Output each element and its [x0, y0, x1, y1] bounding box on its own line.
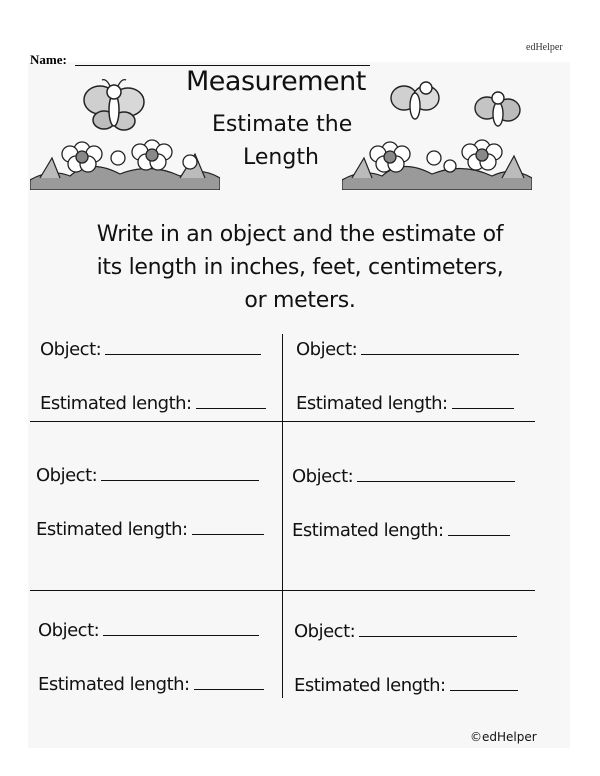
name-label: Name:: [30, 52, 67, 67]
estimated-length-label: Estimated length:: [294, 675, 446, 696]
estimated-length-label: Estimated length:: [36, 519, 188, 540]
instructions: [30, 218, 570, 317]
estimated-length-answer-line[interactable]: [450, 676, 518, 691]
name-field[interactable]: [75, 52, 370, 66]
object-answer-line[interactable]: [357, 467, 515, 482]
instructions-line-3: or meters.: [244, 288, 356, 313]
brand-label: edHelper: [526, 42, 563, 53]
flower-bed-right-icon: [342, 128, 532, 190]
flower-bed-left-icon: [30, 128, 220, 190]
subtitle-line-1: Estimate the: [212, 112, 353, 137]
butterfly-icon: [472, 88, 524, 132]
object-label: Object:: [296, 339, 358, 360]
estimated-length-answer-line[interactable]: [194, 675, 264, 690]
estimated-length-answer-line[interactable]: [452, 394, 514, 409]
instructions-line-2: its length in inches, feet, centimeters,: [96, 255, 504, 280]
estimated-length-field[interactable]: [40, 393, 266, 414]
object-label: Object:: [292, 466, 354, 487]
object-field[interactable]: [292, 466, 515, 487]
object-label: Object:: [38, 620, 100, 641]
estimated-length-field[interactable]: [294, 675, 518, 696]
object-answer-line[interactable]: [359, 622, 517, 637]
estimated-length-label: Estimated length:: [292, 520, 444, 541]
object-answer-line[interactable]: [103, 621, 259, 636]
butterfly-icon: [388, 78, 444, 124]
estimated-length-field[interactable]: [36, 519, 264, 540]
estimated-length-label: Estimated length:: [38, 674, 190, 695]
object-field[interactable]: [36, 465, 259, 486]
object-answer-line[interactable]: [101, 466, 259, 481]
object-label: Object:: [294, 621, 356, 642]
estimated-length-field[interactable]: [296, 393, 514, 414]
copyright-footer: ©edHelper: [470, 730, 537, 744]
estimated-length-field[interactable]: [292, 520, 510, 541]
estimated-length-label: Estimated length:: [296, 393, 448, 414]
grid-vertical-divider: [282, 334, 283, 698]
grid-horizontal-divider: [30, 421, 535, 422]
estimated-length-field[interactable]: [38, 674, 264, 695]
object-field[interactable]: [296, 339, 519, 360]
object-answer-line[interactable]: [361, 340, 519, 355]
estimated-length-answer-line[interactable]: [448, 521, 510, 536]
subtitle-line-2: Length: [243, 145, 319, 170]
estimated-length-answer-line[interactable]: [192, 520, 264, 535]
object-label: Object:: [36, 465, 98, 486]
estimated-length-answer-line[interactable]: [196, 394, 266, 409]
grid-horizontal-divider: [30, 590, 535, 591]
estimated-length-label: Estimated length:: [40, 393, 192, 414]
object-field[interactable]: [38, 620, 259, 641]
object-field[interactable]: [294, 621, 517, 642]
instructions-line-1: Write in an object and the estimate of: [96, 222, 504, 247]
object-label: Object:: [40, 339, 102, 360]
object-answer-line[interactable]: [105, 340, 261, 355]
object-field[interactable]: [40, 339, 261, 360]
page-title: Measurement: [186, 66, 366, 97]
